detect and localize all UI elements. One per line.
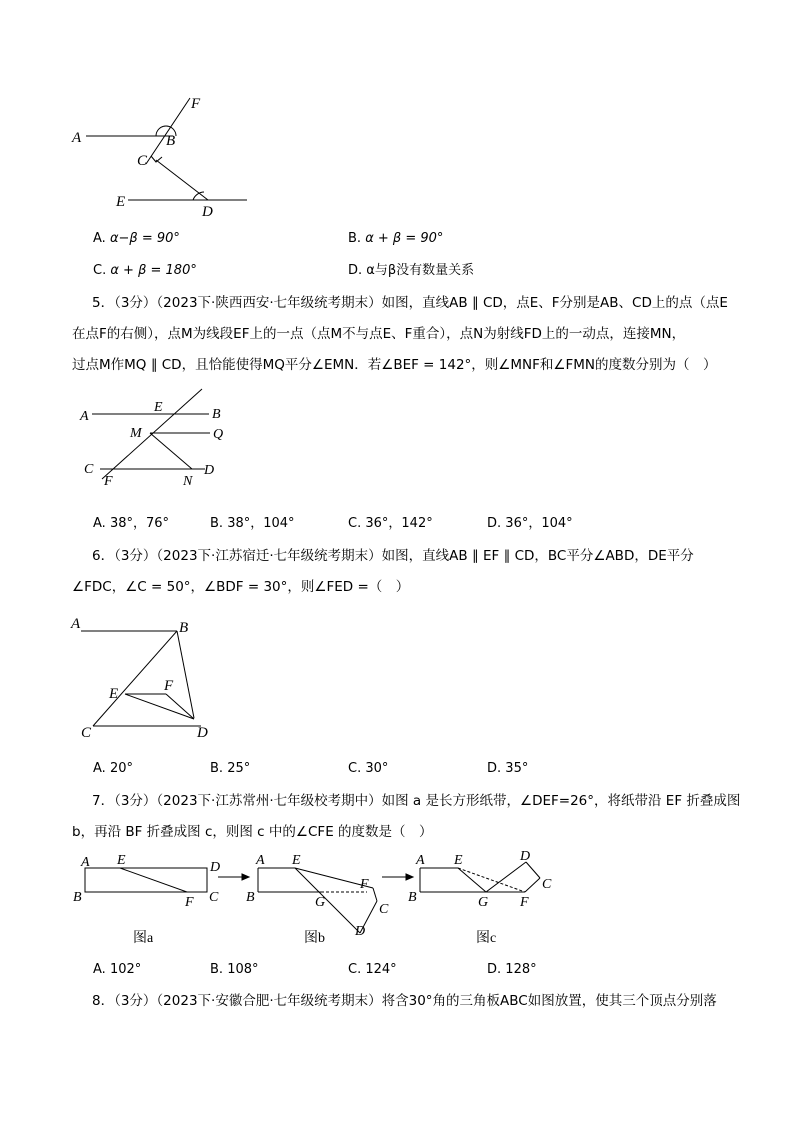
q5-label-a: A bbox=[80, 409, 89, 424]
q7b-label-g: G bbox=[315, 895, 326, 910]
q6-label-f: F bbox=[164, 678, 174, 694]
q5-option-b[interactable]: B. 38°，104° bbox=[210, 516, 295, 531]
q7-option-c[interactable]: C. 124° bbox=[348, 962, 397, 977]
q7-option-b[interactable]: B. 108° bbox=[210, 962, 259, 977]
q6-text-line2: ∠FDC，∠C = 50°，∠BDF = 30°，则∠FED =（ ） bbox=[72, 579, 410, 595]
q5-option-d[interactable]: D. 36°，104° bbox=[487, 516, 573, 531]
q7b-label-e: E bbox=[292, 853, 301, 868]
q4-option-b[interactable]: B. α + β = 90° bbox=[348, 231, 444, 246]
q7-option-d[interactable]: D. 128° bbox=[487, 962, 537, 977]
q5-label-f: F bbox=[104, 474, 113, 489]
q4-figure bbox=[60, 90, 260, 220]
q7-caption-b: 图b bbox=[304, 931, 325, 946]
q6-option-d[interactable]: D. 35° bbox=[487, 761, 529, 776]
q7b-label-b: B bbox=[246, 890, 255, 905]
q7b-label-d: D bbox=[355, 924, 366, 939]
q6-label-a: A bbox=[71, 616, 81, 632]
q4-option-c[interactable]: C. α + β = 180° bbox=[93, 263, 197, 278]
q5-label-d: D bbox=[204, 463, 215, 478]
q7a-label-b: B bbox=[73, 890, 82, 905]
q6-label-b: B bbox=[179, 620, 189, 636]
q6-figure bbox=[65, 608, 225, 743]
q7-option-a[interactable]: A. 102° bbox=[93, 962, 142, 977]
q7c-label-b: B bbox=[408, 890, 417, 905]
q7c-label-f: F bbox=[520, 895, 529, 910]
q5-text-line3: 过点M作MQ ∥ CD，且恰能使得MQ平分∠EMN．若∠BEF = 142°，则∠MNF和∠FMN的度数分别为（ ） bbox=[72, 357, 717, 373]
q7-figure bbox=[70, 845, 560, 950]
q6-text-line1: 6．（3分）（2023下·江苏宿迁·七年级统考期末）如图，直线AB ∥ EF ∥ CD，BC平分∠ABD，DE平分 bbox=[92, 548, 694, 564]
q5-option-a[interactable]: A. 38°，76° bbox=[93, 516, 170, 531]
q4-label-b: B bbox=[166, 133, 176, 149]
q5-option-c[interactable]: C. 36°，142° bbox=[348, 516, 433, 531]
q4-label-f: F bbox=[191, 96, 201, 112]
q7c-label-a: A bbox=[416, 853, 425, 868]
q5-label-q: Q bbox=[213, 427, 224, 442]
q7-text-line2: b，再沿 BF 折叠成图 c，则图 c 中的∠CFE 的度数是（ ） bbox=[72, 824, 433, 840]
q7c-label-e: E bbox=[454, 853, 463, 868]
q7b-label-a: A bbox=[256, 853, 265, 868]
q7a-label-f: F bbox=[185, 895, 194, 910]
q5-figure bbox=[70, 385, 240, 495]
q7a-label-d: D bbox=[210, 860, 221, 875]
q7a-label-a: A bbox=[81, 855, 90, 870]
q6-label-d: D bbox=[197, 725, 208, 741]
q7c-label-g: G bbox=[478, 895, 489, 910]
q5-text-line2: 在点F的右侧），点M为线段EF上的一点（点M不与点E、F重合），点N为射线FD上的一动点，连接MN， bbox=[72, 326, 686, 342]
q4-label-c: C bbox=[137, 153, 148, 169]
q4-label-a: A bbox=[72, 130, 82, 146]
q6-option-b[interactable]: B. 25° bbox=[210, 761, 251, 776]
q6-label-e: E bbox=[109, 686, 119, 702]
q7a-label-e: E bbox=[117, 853, 126, 868]
q5-label-m: M bbox=[130, 426, 142, 441]
q5-text-line1: 5．（3分）（2023下·陕西西安·七年级统考期末）如图，直线AB ∥ CD，点E、F分别是AB、CD上的点（点E bbox=[92, 295, 728, 311]
q5-label-c: C bbox=[84, 462, 94, 477]
q5-label-e: E bbox=[154, 400, 163, 415]
q5-label-b: B bbox=[212, 407, 221, 422]
q7-caption-a: 图a bbox=[133, 931, 154, 946]
q7c-label-d: D bbox=[520, 849, 531, 864]
q7-text-line1: 7．（3分）（2023下·江苏常州·七年级校考期中）如图 a 是长方形纸带，∠DEF=26°，将纸带沿 EF 折叠成图 bbox=[92, 793, 741, 809]
q7b-label-c: C bbox=[379, 902, 389, 917]
q6-option-a[interactable]: A. 20° bbox=[93, 761, 133, 776]
q4-label-d: D bbox=[202, 204, 213, 220]
q4-label-e: E bbox=[116, 194, 126, 210]
q6-option-c[interactable]: C. 30° bbox=[348, 761, 389, 776]
q5-label-n: N bbox=[183, 474, 193, 489]
q4-option-a[interactable]: A. α−β = 90° bbox=[93, 231, 180, 246]
q4-option-d[interactable]: D. α与β没有数量关系 bbox=[348, 263, 475, 278]
q7b-label-f: F bbox=[360, 877, 369, 892]
q7a-label-c: C bbox=[209, 890, 219, 905]
q7c-label-c: C bbox=[542, 877, 552, 892]
q8-text-line1: 8．（3分）（2023下·安徽合肥·七年级统考期末）将含30°角的三角板ABC如图放置，使其三个顶点分别落 bbox=[92, 993, 717, 1009]
q7-caption-c: 图c bbox=[476, 931, 497, 946]
q6-label-c: C bbox=[81, 725, 92, 741]
